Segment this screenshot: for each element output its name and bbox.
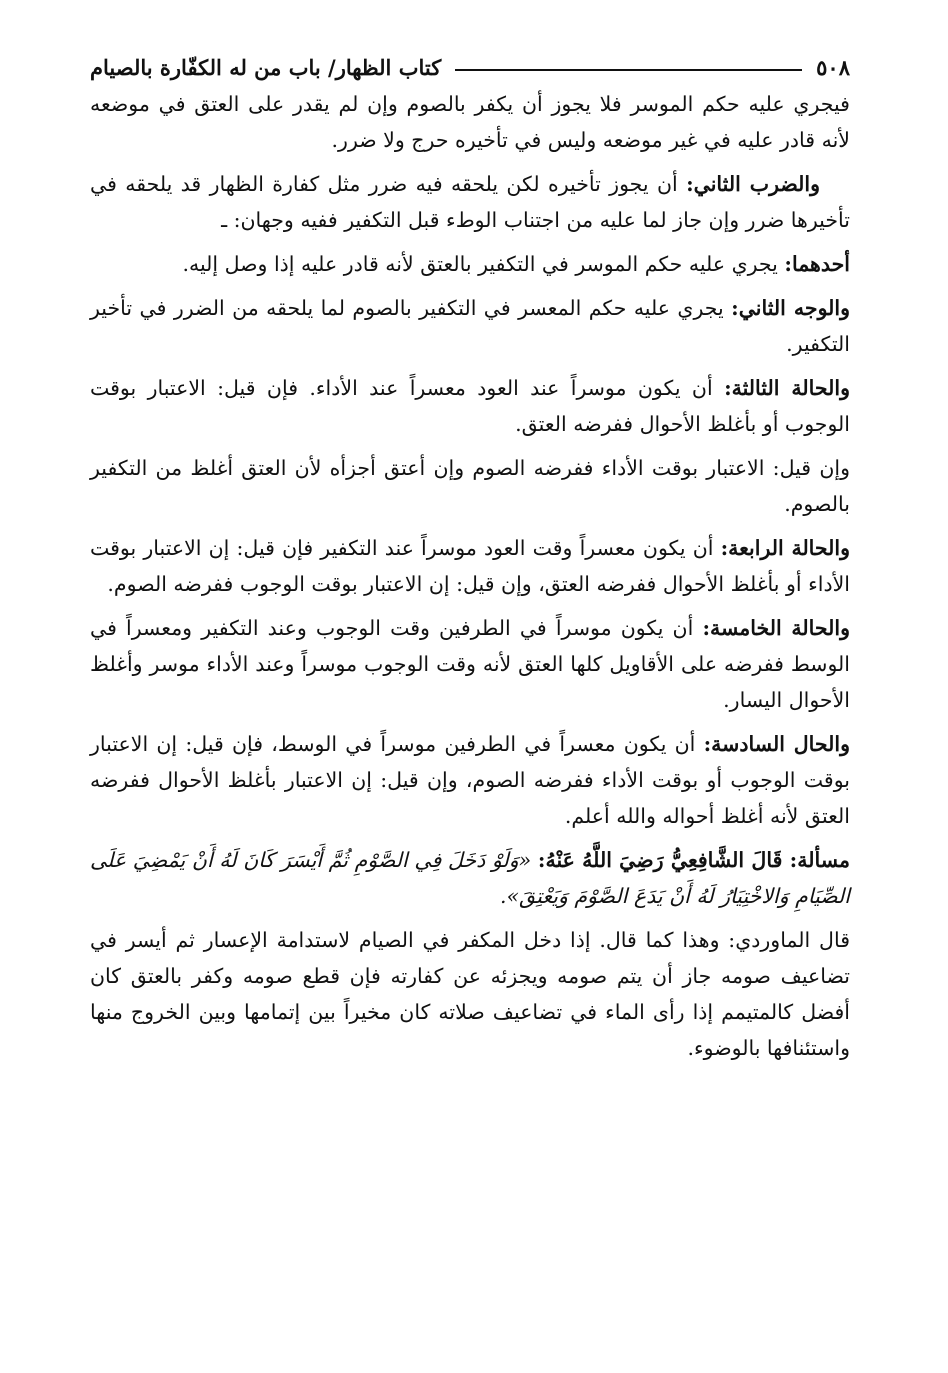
paragraph-lead: والحال السادسة:	[703, 732, 850, 756]
paragraph-lead: والوجه الثاني:	[731, 296, 850, 320]
paragraph-text: أن يكون معسراً وقت العود موسراً عند التكفير فإن قيل: إن الاعتبار بوقت الأداء أو بأغلظ الأحوال ففرضه العتق، وإن قيل: إن الاعتبار بوقت الوجوب ففرضه الصوم.	[90, 536, 850, 596]
page-number: ٥٠٨	[816, 55, 850, 80]
paragraph-lead: والحالة الثالثة:	[724, 376, 850, 400]
paragraph	[90, 86, 850, 158]
paragraph	[90, 530, 850, 602]
paragraph	[90, 922, 850, 1066]
paragraph	[90, 450, 850, 522]
paragraph-lead: والحالة الخامسة:	[702, 616, 850, 640]
running-header	[90, 55, 850, 86]
paragraph-text: وإن قيل: الاعتبار بوقت الأداء ففرضه الصوم وإن أعتق أجزأه لأن العتق أغلظ من التكفير بالصوم.	[90, 456, 850, 516]
shafii-quote: «وَلَوْ دَخَلَ فِي الصَّوْمِ ثُمَّ أَيْسَرَ كَانَ لَهُ أَنْ يَمْضِيَ عَلَى الصِّيَامِ وَالاخْتِيَارُ لَهُ أَنْ يَدَعَ الصَّوْمَ وَيَعْتِقَ».	[90, 848, 850, 908]
running-title: كتاب الظهار/ باب من له الكفّارة بالصيام	[90, 55, 442, 80]
paragraph-text: أن يجوز تأخيره لكن يلحقه فيه ضرر مثل كفارة الظهار قد يلحقه في تأخيرها ضرر وإن جاز لما عليه من اجتناب الوطء قبل التكفير ففيه وجهان: ـ	[90, 172, 850, 232]
masala-lead: مسألة: قَالَ الشَّافِعِيُّ رَضِيَ اللَّهُ عَنْهُ:	[537, 848, 850, 872]
paragraph-text: يجري عليه حكم الموسر في التكفير بالعتق لأنه قادر عليه إذا وصل إليه.	[182, 252, 785, 276]
paragraph-text: أن يكون موسراً في الطرفين وقت الوجوب وعند التكفير ومعسراً في الوسط ففرضه على الأقاويل كلها العتق لأنه وقت الوجوب موسراً وعند الأداء موسر وأغلظ الأحوال اليسار.	[90, 616, 850, 712]
paragraph-lead: أحدهما:	[784, 252, 850, 276]
masala-paragraph	[90, 842, 850, 914]
book-page	[90, 55, 850, 1074]
paragraph-text: أن يكون موسراً عند العود معسراً عند الأداء. فإن قيل: الاعتبار بوقت الوجوب أو بأغلظ الأحوال ففرضه العتق.	[90, 376, 850, 436]
paragraph	[90, 370, 850, 442]
paragraph-text: أن يكون معسراً في الطرفين موسراً في الوسط، فإن قيل: إن الاعتبار بوقت الوجوب أو بوقت الأداء ففرضه الصوم، وإن قيل: إن الاعتبار بأغلظ الأحوال ففرضه العتق لأنه أغلظ أحواله والله أعلم.	[90, 732, 850, 828]
paragraph-text: فيجري عليه حكم الموسر فلا يجوز أن يكفر بالصوم وإن لم يقدر على العتق في موضعه لأنه قادر عليه في غير موضعه وليس في تأخيره حرج ولا ضرر.	[90, 92, 850, 152]
paragraph	[90, 246, 850, 282]
paragraph-lead: والحالة الرابعة:	[720, 536, 851, 560]
header-rule	[455, 69, 802, 71]
paragraph	[90, 610, 850, 718]
paragraph-text: قال الماوردي: وهذا كما قال. إذا دخل المكفر في الصيام لاستدامة الإعسار ثم أيسر في تضاعيف صومه جاز أن يتم صومه ويجزئه عن كفارته فإن قطع صومه وكفر بالعتق كان أفضل كالمتيمم إذا رأى الماء في تضاعيف صلاته كان مخيراً بين إتمامها وبين الخروج منها واستئنافها بالوضوء.	[90, 928, 850, 1060]
paragraph	[90, 726, 850, 834]
paragraph-text: يجري عليه حكم المعسر في التكفير بالصوم لما يلحقه من الضرر في تأخير التكفير.	[90, 296, 850, 356]
paragraph	[90, 166, 850, 238]
paragraph	[90, 290, 850, 362]
paragraph-lead: والضرب الثاني:	[686, 172, 820, 196]
